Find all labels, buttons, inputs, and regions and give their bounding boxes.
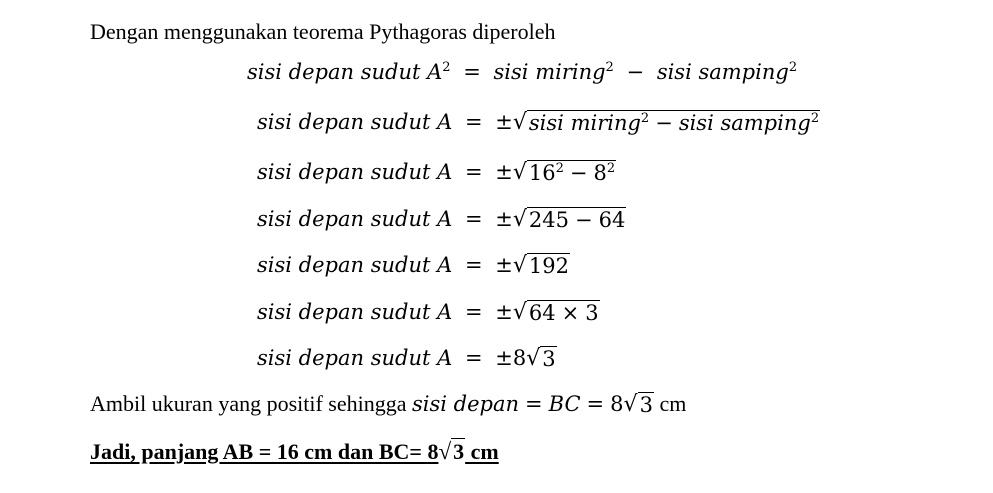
coefficient: 8 [512, 345, 527, 370]
times-sign: × [561, 301, 580, 325]
segment-label: BC [548, 391, 581, 416]
equals-sign: = [464, 109, 483, 134]
radicand [638, 392, 654, 416]
equation-step-1 [247, 59, 798, 84]
square-root [526, 346, 556, 370]
number: 192 [528, 254, 569, 278]
plus-minus-sign: ± [495, 252, 513, 277]
statement-text: Ambil ukuran yang positif sehingga [90, 390, 413, 416]
equals-sign: = [464, 299, 483, 324]
equals-sign: = [464, 252, 483, 277]
equals-sign: = [464, 206, 483, 231]
equation-step-2 [257, 110, 820, 134]
radical-icon: √ [623, 391, 638, 417]
square-root [513, 160, 616, 184]
number: 3 [585, 301, 599, 325]
exponent: 2 [605, 59, 614, 75]
number: 245 [528, 208, 569, 232]
lhs-label: sisi depan sudut [247, 60, 428, 84]
expression-label: sisi depan [412, 391, 520, 416]
lhs-label: sisi depan sudut A [257, 345, 453, 370]
equation-step-5 [257, 253, 570, 277]
exponent: 2 [810, 110, 820, 126]
square-root [513, 300, 600, 324]
number: 3 [542, 347, 556, 371]
coefficient: 8 [610, 391, 624, 416]
number: 3 [453, 439, 465, 464]
equals-sign: = [525, 391, 543, 416]
square-root [513, 207, 627, 231]
minus-sign: − [655, 111, 673, 135]
number: 64 [528, 301, 556, 325]
lhs-variable: A [427, 60, 443, 84]
equation-step-6 [257, 300, 600, 324]
radicand [527, 300, 600, 324]
equals-sign: = [463, 60, 481, 84]
equals-sign: = [464, 345, 483, 370]
number: 8 [593, 161, 607, 185]
radicand [527, 160, 616, 184]
adjacent-label: sisi samping [656, 60, 789, 84]
conclusion-statement [90, 438, 499, 463]
exponent: 2 [555, 160, 564, 176]
plus-minus-sign: ± [495, 299, 513, 324]
plus-minus-sign: ± [495, 159, 513, 184]
lhs-label: sisi depan sudut A [257, 109, 453, 134]
coefficient: 8 [427, 438, 439, 464]
lhs-label: sisi depan sudut A [257, 206, 453, 231]
radical-icon: √ [512, 206, 527, 232]
radicand [527, 253, 570, 277]
plus-minus-sign: ± [495, 345, 513, 370]
radical-icon: √ [512, 159, 527, 185]
exponent: 2 [788, 59, 798, 75]
square-root [438, 438, 465, 463]
intro-text: Dengan menggunakan teorema Pythagoras diperoleh [90, 19, 556, 44]
exponent: 2 [606, 160, 616, 176]
number: 3 [639, 393, 653, 417]
hypotenuse-label: sisi miring [493, 60, 606, 84]
square-root [513, 253, 570, 277]
exponent: 2 [640, 110, 650, 126]
equation-step-3 [257, 160, 616, 184]
radicand [451, 438, 465, 463]
radicand [540, 346, 556, 370]
conclusion-text: Jadi, panjang AB = 16 cm dan BC= [90, 438, 428, 464]
unit-text: cm [465, 438, 499, 464]
hypotenuse-label: sisi miring [528, 111, 641, 135]
number: 64 [598, 208, 626, 232]
plus-minus-sign: ± [495, 206, 513, 231]
statement-expression [412, 392, 654, 416]
adjacent-label: sisi samping [678, 111, 811, 135]
lhs-label: sisi depan sudut A [257, 159, 453, 184]
square-root [624, 392, 654, 416]
plus-minus-sign: ± [495, 109, 513, 134]
equation-step-4 [257, 207, 626, 231]
radicand [527, 110, 820, 134]
radical-icon: √ [512, 299, 527, 325]
radical-icon: √ [512, 252, 527, 278]
lhs-label: sisi depan sudut A [257, 299, 453, 324]
radical-icon: √ [438, 437, 452, 464]
exponent: 2 [442, 59, 451, 75]
positive-statement [90, 392, 686, 416]
minus-sign: − [626, 60, 645, 84]
square-root [513, 110, 820, 134]
unit-text: cm [653, 390, 687, 416]
number: 16 [528, 161, 556, 185]
equals-sign: = [464, 159, 483, 184]
radical-icon: √ [526, 345, 541, 371]
minus-sign: − [575, 208, 593, 232]
lhs-label: sisi depan sudut A [257, 252, 453, 277]
equation-step-7 [257, 346, 557, 370]
minus-sign: − [569, 161, 588, 185]
equals-sign: = [586, 391, 605, 416]
radical-icon: √ [512, 109, 527, 135]
radicand [527, 207, 626, 231]
